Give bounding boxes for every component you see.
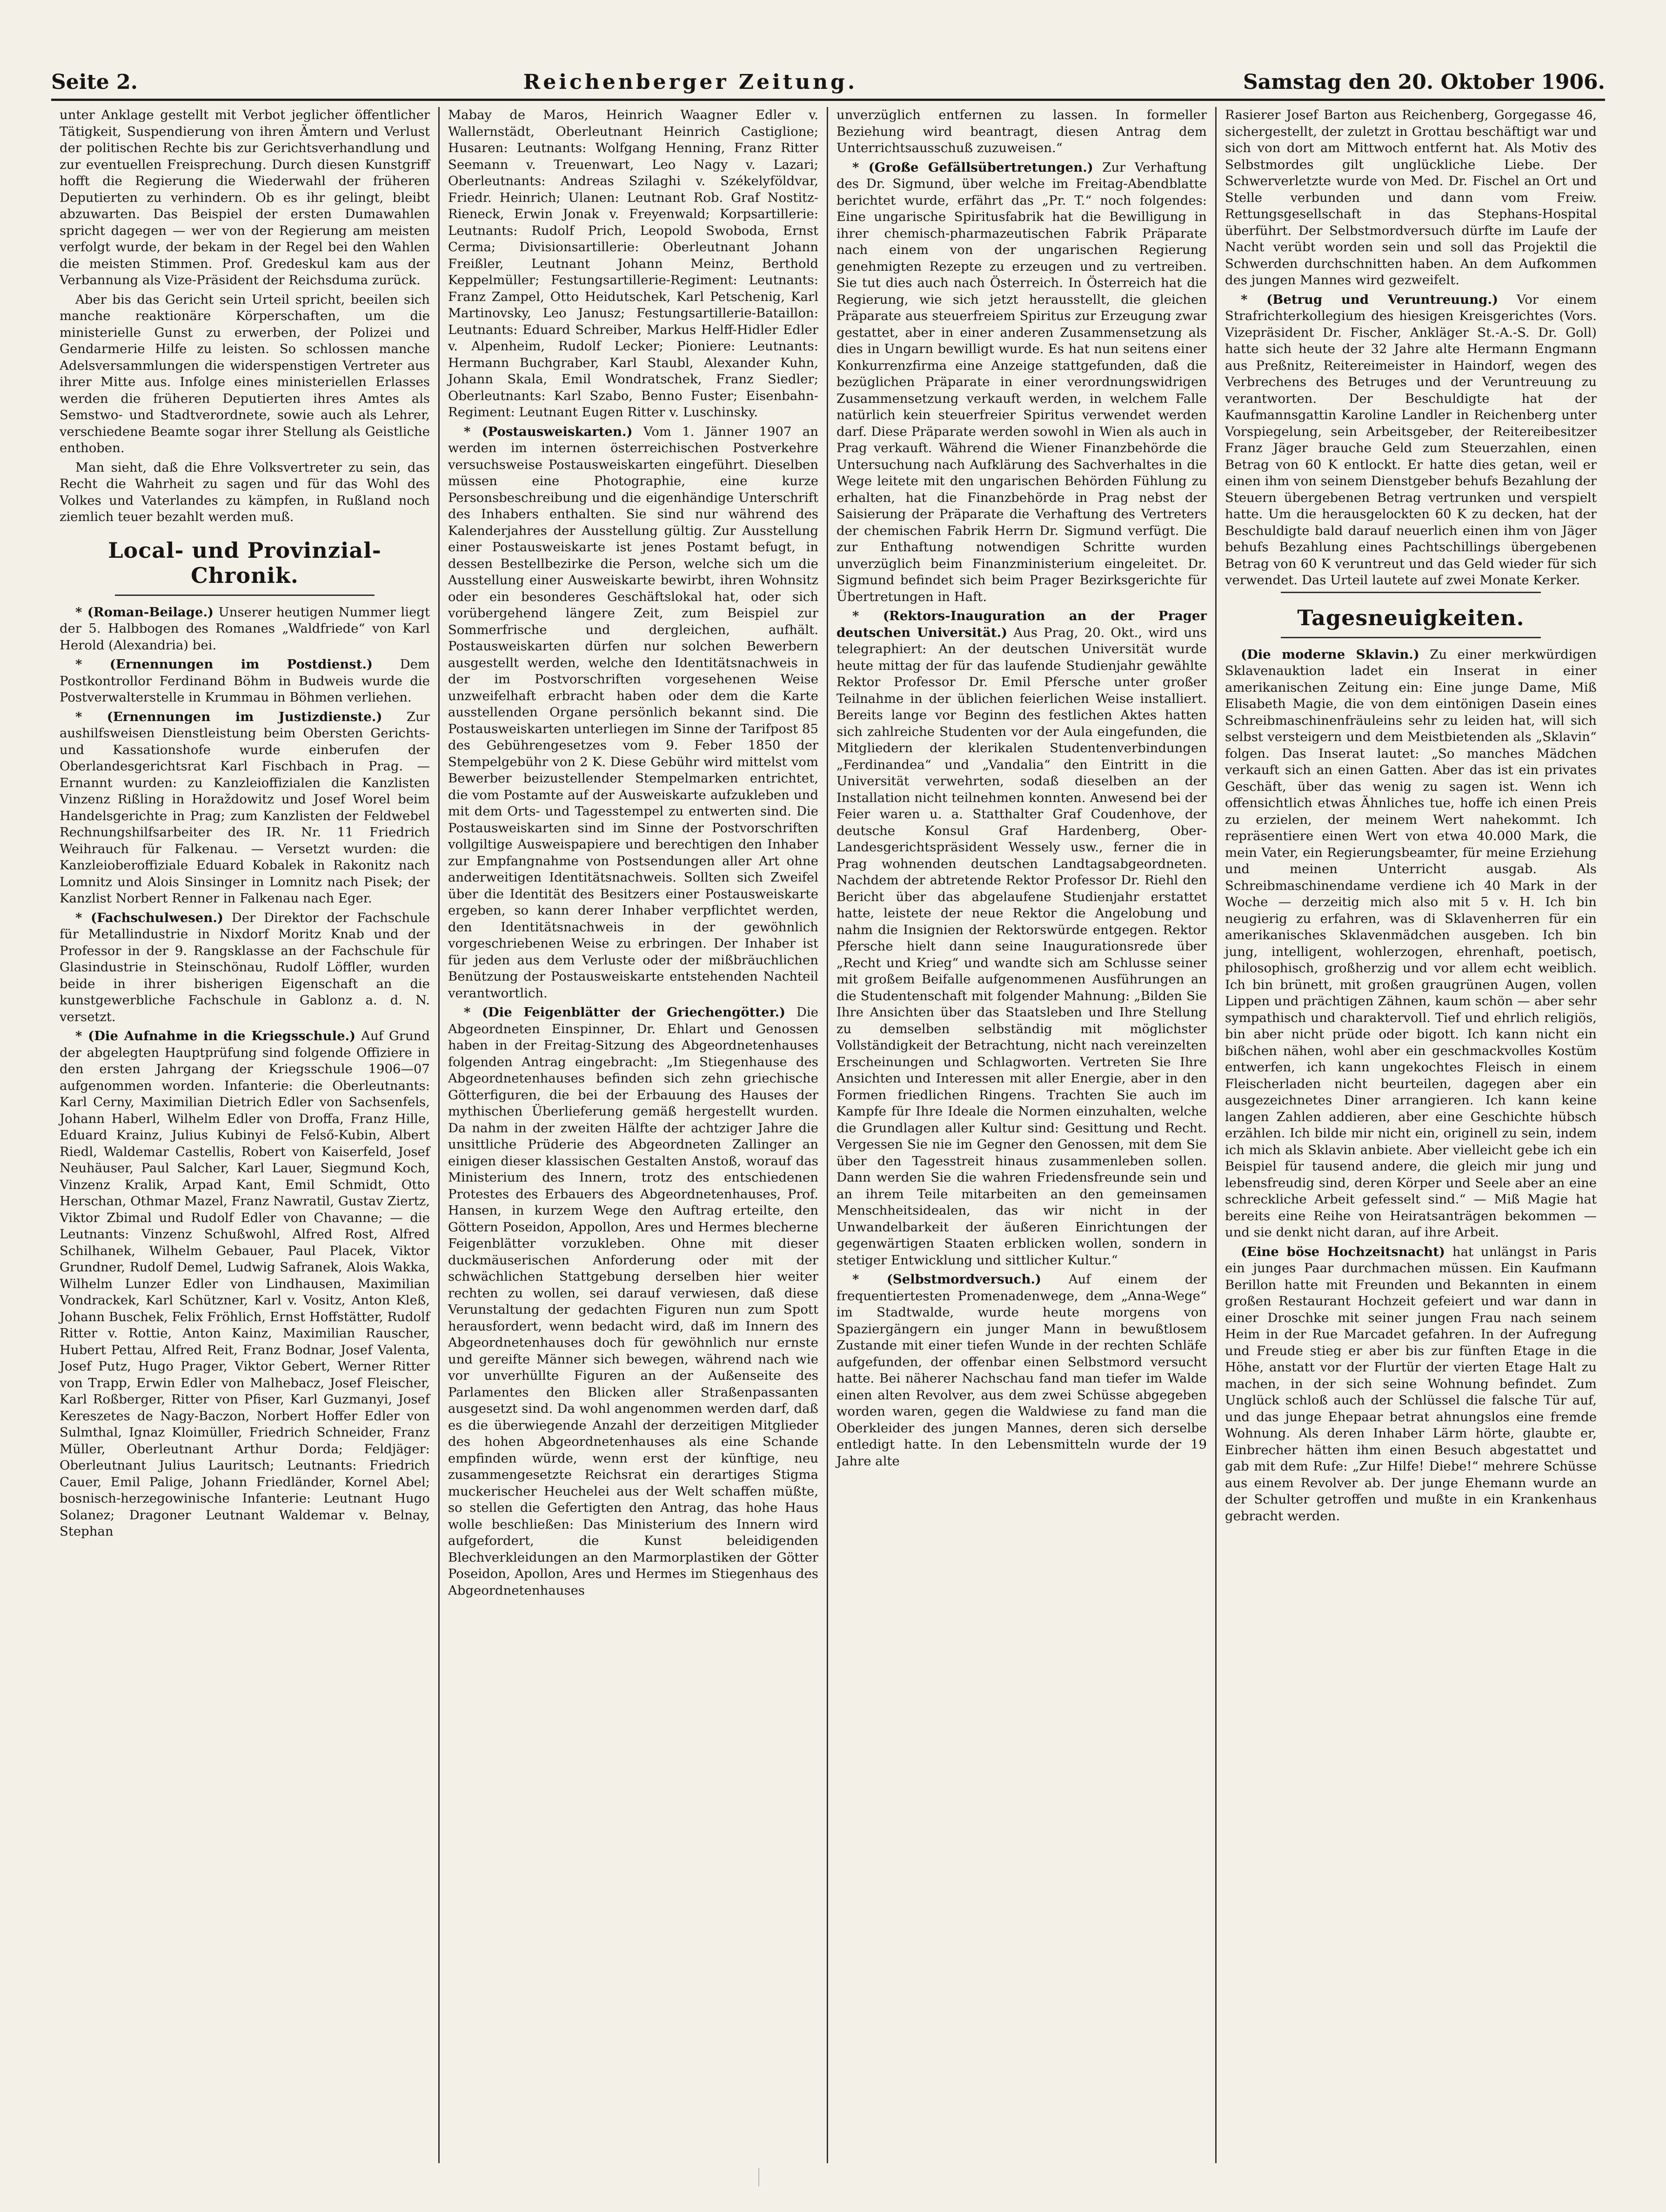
column-4 [1217, 107, 1605, 2163]
article-keyword: (Eine böse Hochzeitsnacht) [1241, 1244, 1445, 1259]
article-text: Dem Postkontrollor Ferdinand Böhm in Budweis wurde die Postverwalterstelle in Krummau in Böhmen verliehen. [60, 657, 430, 705]
article-text: Vom 1. Jänner 1907 an werden im internen österreichischen Postverkehre versuchsweise Postausweiskarten eingeführt. Dieselben müssen eine Photographie, eine kurze Personsbeschreibung und die eigenhändige Unterschrift des Inhabers enthalten. Sie sind nur während des Kalenderjahres der Ausstellung gültig. Zur Ausstellung einer Postausweiskarte ist jenes Postamt befugt, in dessen Bestellbezirke die Person, welche sich um die Ausstellung einer Ausweiskarte bewirbt, ihren Wohnsitz oder ein besonderes Geschäftslokal hat, oder sich vorübergehend längere Zeit, zum Beispiel zur Sommerfrische und dergleichen, aufhält. Postausweiskarten dürfen nur solchen Bewerbern ausgestellt werden, welche den Identitätsnachweis in der im Postvorschriften vorgesehenen Weise unzweifelhaft erbracht haben oder dem die Karte ausstellenden Organe persönlich bekannt sind. Die Postausweiskarten unterliegen im Sinne der Tarifpost 85 des Gebührengesetzes vom 9. Feber 1850 der Stempelgebühr von 2 K. Diese Gebühr wird mittelst vom Bewerber beizustellender Stempelmarken entrichtet, die vom Postamte auf der Ausweiskarte aufzukleben und mit dem Orts- und Tagesstempel zu entwerten sind. Die Postausweiskarten sind im Sinne der Postvorschriften vollgiltige Ausweispapiere und berechtigen den Inhaber zur Empfangnahme von Postsendungen aller Art ohne anderweitigen Identitätsnachweis. Sollten sich Zweifel über die Identität des Besitzers einer Postausweiskarte ergeben, so kann derer Inhaber verpflichtet werden, den Identitätsnachweis in der gewöhnlich vorgeschriebenen Weise zu erbringen. Der Inhaber ist für jeden aus dem Verluste oder der mißbräuchlichen Benützung der Postausweiskarte entstehenden Nachteil verantwortlich. [448, 424, 818, 1001]
article-moderne-sklavin [1225, 647, 1597, 1241]
article-postausweiskarten [448, 424, 818, 1002]
section-heading-tagesneuigkeiten: Tagesneuigkeiten. [1297, 605, 1525, 630]
article-text: Der Direktor der Fachschule für Metallindustrie in Nixdorf Moritz Knab und der Professor in der 9. Rangsklasse an der Fachschule für Glasindustrie in Steinschönau, Rudolf Löffler, wurden beide in ihrer bisherigen Eigenschaft an die kunstgewerbliche Fachschule in Gablonz a. d. N. versetzt. [60, 910, 430, 1024]
article-fachschulwesen [60, 910, 430, 1026]
article-justizdienst [60, 709, 430, 907]
issue-date: Samstag den 20. Oktober 1906. [1243, 70, 1605, 94]
article-paragraph: unverzüglich entfernen zu lassen. In formeller Beziehung wird beantragt, diesen Antrag dem Unterrichtsausschuß zuzuweisen.“ [836, 107, 1207, 155]
section-heading-local-chronicle: Local- und Provinzial-Chronik. [108, 537, 381, 588]
section-rule [1281, 592, 1541, 593]
page-header [51, 61, 1605, 94]
article-paragraph: unter Anklage gestellt mit Verbot jeglicher öffentlicher Tätigkeit, Suspendierung von ihren Ämtern und Verlust der politischen Rechte bis zur Gerichtsverhandlung und zur eventuellen Freisprechung. Durch diesen Kunstgriff hofft die Regierung die Wiederwahl der früheren Deputierten zu verhindern. Ob es ihr gelingt, bleibt abzuwarten. Das Beispiel der ersten Dumawahlen spricht dagegen — wer von der Regierung am meisten verfolgt wurde, der bekam in der Regel bei den Wahlen die meisten Stimmen. Prof. Gredeskul kam aus der Verbannung als Vize-Präsident der Reichsduma zurück. [60, 107, 430, 287]
article-keyword: * (Betrug und Veruntreuung.) [1241, 292, 1499, 307]
article-keyword: * (Rektors-Inauguration an der Prager deutschen Universität.) [836, 608, 1207, 640]
article-paragraph: Rasierer Josef Barton aus Reichenberg, Gorgegasse 46, sichergestellt, der zuletzt in Grottau beschäftigt war und sich von dort am Mittwoch entfernt hat. Als Motiv des Selbstmordes gilt unglückliche Liebe. Der Schwerverletzte wurde von Med. Dr. Fischel an Ort und Stelle verbunden und dann vom Freiw. Rettungsgesellschaft in das Stephans-Hospital überführt. Der Selbstmordversuch dürfte im Laufe der Nacht verübt worden sein und soll das Projektil die Schwerden durchschnitten haben. An dem Aufkommen des jungen Mannes wird gezweifelt. [1225, 107, 1597, 287]
article-paragraph: Mabay de Maros, Heinrich Waagner Edler v. Wallernstädt, Oberleutnant Heinrich Castiglione; Husaren: Leutnants: Wolfgang Henning, Franz Ritter Seemann v. Treuenwart, Leo Nagy v. Lazari; Oberleutnants: Andreas Szilaghi v. Székelyföldvar, Friedr. Heinrich; Ulanen: Leutnant Rob. Graf Nostitz-Rieneck, Erwin Jonak v. Freyenwald; Korpsartillerie: Leutnants: Rudolf Prich, Leopold Swoboda, Ernst Cerma; Divisionsartillerie: Oberleutnant Johann Freißler, Leutnant Johann Meinz, Berthold Keppelmüller; Festungsartillerie-Regiment: Leutnants: Franz Zampel, Otto Heidutschek, Karl Petschenig, Karl Martinovsky, Leo Janusz; Festungsartillerie-Bataillon: Leutnants: Eduard Schreiber, Markus Helff-Hidler Edler v. Alpenheim, Rudolf Lecker; Pioniere: Leutnants: Hermann Buchgraber, Karl Staubl, Alexander Kuhn, Johann Skala, Emil Wondratschek, Franz Siedler; Oberleutnants: Karl Szabo, Benno Fuster; Eisenbahn-Regiment: Leutnant Eugen Ritter v. Luschinsky. [448, 107, 818, 420]
article-hochzeitsnacht [1225, 1244, 1597, 1525]
article-keyword: * (Roman-Beilage.) [75, 604, 214, 620]
article-keyword: * (Die Feigenblätter der Griechengötter.) [464, 1005, 786, 1020]
article-keyword: (Die moderne Sklavin.) [1241, 647, 1419, 662]
article-gefaellsuebertretungen [836, 160, 1207, 606]
column-3 [828, 107, 1217, 2163]
header-rule [51, 99, 1605, 101]
article-text: Zu einer merkwürdigen Sklavenauktion ladet ein Inserat in einer amerikanischen Zeitung ein: Eine junge Dame, Miß Elisabeth Magie, die von dem eintönigen Dasein eines Schreibmaschinenfräuleins sehr zu leiden hat, will sich selbst versteigern und dem Meistbietenden als „Sklavin“ folgen. Das Inserat lautet: „So manches Mädchen verkauft sich an einen Gatten. Aber das ist ein privates Geschäft, über das wenig zu sagen ist. Wenn ich offensichtlich etwas Ähnliches tue, hoffe ich einen Preis zu erzielen, der meinem Wert nahekommt. Ich repräsentiere einen Wert von etwa 40.000 Mark, die mein Vater, ein Regierungsbeamter, für meine Erziehung und meinen Unterricht ausgab. Als Schreibmaschinendame verdiene ich 40 Mark in der Woche — derzeitig mich also mit 5 v. H. Ich bin neugierig zu erfahren, was di Sklavenherren für ein amerikanisches Sklavenmädchen ausgeben. Ich bin jung, intelligent, wohlerzogen, ehrenhaft, poetisch, philosophisch, großherzig und vor allem echt weiblich. Ich bin brünett, mit großen graugrünen Augen, vollen Lippen und prächtigen Zähnen, kaum schön — aber sehr sympathisch und charaktervoll. Tief und ehrlich religiös, bin aber nicht prüde oder bigott. Ich kann nicht ein bißchen nähen, wohl aber ein geschmackvolles Kostüm entwerfen, ich kann ungekochtes Fleisch in einem Fleischerladen nicht beurteilen, dagegen aber ein ausgezeichnetes Diner arrangieren. Ich kann keine langen Zahlen addieren, aber eine Geschichte hübsch erzählen. Ich bilde mir nicht ein, originell zu sein, indem ich mich als Sklavin anbiete. Aber vielleicht gebe ich ein Beispiel für tausend andere, die gleich mir jung und lebensfreudig sind, deren Körper und Seele aber an eine schreckliche Arbeit gefesselt sind.“ — Miß Magie hat bereits eine Reihe von Heiratsanträgen bekommen — und sie denkt nicht daran, auf ihre Arbeit. [1225, 647, 1597, 1240]
article-kriegsschule [60, 1028, 430, 1540]
article-text: Auf Grund der abgelegten Hauptprüfung sind folgende Offiziere in den ersten Jahrgang der Kriegsschule 1906—07 aufgenommen worden. Infanterie: die Oberleutnants: Karl Cerny, Maximilian Dietrich Edler von Sachsenfels, Johann Haberl, Wilhelm Edler von Droffa, Franz Hille, Eduard Krainz, Julius Kubinyi de Felső-Kubin, Albert Riedl, Waldemar Castellis, Robert von Kaiserfeld, Josef Neuhäuser, Paul Salcher, Karl Lauer, Siegmund Koch, Vinzenz Kralik, Arpad Kant, Emil Schmidt, Otto Herschan, Othmar Mazel, Franz Nawratil, Gustav Ziertz, Viktor Zbimal und Rudolf Edler von Chavanne; — die Leutnants: Vinzenz Schußwohl, Alfred Rost, Alfred Schilhanek, Wilhelm Gebauer, Paul Placek, Viktor Grundner, Rudolf Demel, Ludwig Safranek, Alois Wakka, Wilhelm Lunzer Edler von Lindhausen, Maximilian Vondrackek, Karl Schützner, Karl v. Vositz, Anton Kleß, Johann Buschek, Felix Fröhlich, Ernst Hoffstätter, Rudolf Ritter v. Rottie, Anton Kainz, Maximilian Rauscher, Hubert Pettau, Alfred Reit, Franz Bodnar, Josef Valenta, Josef Putz, Hugo Prager, Viktor Gebert, Werner Ritter von Trapp, Erwin Edler von Malhebacz, Josef Fleischer, Karl Roßberger, Ritter von Pfiser, Karl Guzmanyi, Josef Kereszetes de Nagy-Baczon, Norbert Hoffer Edler von Sulmthal, Ignaz Kloimüller, Friedrich Schneider, Franz Müller, Oberleutnant Arthur Dorda; Feldjäger: Oberleutnant Julius Lauritsch; Leutnants: Friedrich Cauer, Emil Palige, Johann Friedländer, Kornel Abel; bosnisch-herzegowinische Infanterie: Leutnant Hugo Solanez; Dragoner Leutnant Waldemar v. Belnay, Stephan [60, 1029, 430, 1539]
article-keyword: * (Ernennungen im Postdienst.) [75, 657, 373, 672]
article-roman-beilage [60, 604, 430, 654]
article-feigenblaetter [448, 1004, 818, 1599]
article-keyword: * (Große Gefällsübertretungen.) [852, 160, 1093, 175]
article-text: Unserer heutigen Nummer liegt der 5. Halbbogen des Romanes „Waldfriede“ von Karl Herold (Alexandria) bei. [60, 604, 430, 653]
article-text: Auf einem der frequentiertesten Promenadenwege, dem „Anna-Wege“ im Stadtwalde, wurde heute morgens von Spaziergängern ein junger Mann in bewußtlosem Zustande mit einer tiefen Wunde in der rechten Schläfe aufgefunden, der offenbar einen Selbstmord versucht hatte. Bei näherer Nachschau fand man tiefer im Walde einen alten Revolver, aus dem zwei Schüsse abgegeben worden waren, gegen die Waldwiese zu fand man die Oberkleider des jungen Mannes, deren sich derselbe entledigt hatte. In den Lebensmitteln wurde der 19 Jahre alte [836, 1272, 1207, 1469]
section-rule [115, 595, 374, 596]
article-rektors-inauguration [836, 608, 1207, 1269]
article-text: hat unlängst in Paris ein junges Paar durchmachen müssen. Ein Kaufmann Berillon hatte mit Freunden und Bekannten in einem großen Restaurant Hochzeit gefeiert und war dann in einer Droschke mit seiner jungen Frau nach seinem Heim in der Rue Marcadet gefahren. In der Aufregung und Freude stieg er aber bis zur fünften Etage in die Höhe, anstatt vor der Flurtür der vierten Etage Halt zu machen, in der sich seine Wohnung befindet. Zum Unglück schloß auch der Schlüssel die falsche Tür auf, und das junge Ehepaar betrat ahnungslos eine fremde Wohnung. Als deren Inhaber Lärm hörte, glaubte er, Einbrecher hätten ihm einen Besuch abgestattet und gab mit dem Rufe: „Zur Hilfe! Diebe!“ mehrere Schüsse aus einem Revolver ab. Der junge Ehemann wurde an der Schulter getroffen und mußte in ein Krankenhaus gebracht werden. [1225, 1244, 1597, 1524]
article-keyword: * (Die Aufnahme in die Kriegsschule.) [75, 1029, 356, 1043]
scan-artifact [758, 2168, 759, 2186]
article-keyword: * (Ernennungen im Justizdienste.) [75, 709, 382, 724]
article-paragraph: Aber bis das Gericht sein Urteil spricht, beeilen sich manche reaktionäre Körperschaften, um die ministerielle Gunst zu erwerben, der Polizei und Gendarmerie Hilfe zu leisten. So schlossen manche Adelsversammlungen die widerspenstigen Vertreter aus ihrer Mitte aus. Infolge eines ministeriellen Erlasses werden die früheren Deputierten ihres Amtes als Semstwo- und Stadtverordnete, sowie auch als Lehrer, verschiedene Beamte sogar ihrer Stellung als Geistliche enthoben. [60, 292, 430, 455]
article-paragraph: Man sieht, daß die Ehre Volksvertreter zu sein, das Recht die Wahrheit zu sagen und für das Wohl des Volkes und Vaterlandes zu kämpfen, in Rußland noch ziemlich teuer bezahlt werden muß. [60, 460, 430, 524]
article-text: Vor einem Strafrichterkollegium des hiesigen Kreisgerichtes (Vors. Vizepräsident Dr. Fischer, Ankläger St.-A.-S. Dr. Goll) hatte sich heute der 32 Jahre alte Hermann Engmann aus Preßnitz, Reitereimeister in Haindorf, wegen des Verbrechens des Betruges und der Veruntreuung zu verantworten. Der Beschuldigte hat der Kaufmannsgattin Karoline Landler in Reichenberg unter Vorspiegelung, sein Arbeitsgeber, der Reitereibesitzer Franz Jäger brauche Geld zum Steuerzahlen, einen Betrag von 60 K entlockt. Er hatte dies getan, weil er einen ihm von seinem Dienstgeber behufs Bezahlung der Steuern übergebenen Betrag vertrunken und verspielt hatte. Um die herausgelockten 60 K zu decken, hat der Beschuldigte bald darauf neuerlich einen ihm von Jäger behufs Bezahlung eines Pachtschillings übergebenen Betrag von 60 K veruntreut und das Geld wieder für sich verwendet. Das Urteil lautete auf zwei Monate Kerker. [1225, 292, 1597, 588]
article-text: Zur aushilfsweisen Dienstleistung beim Obersten Gerichts- und Kassationshofe wurde einberufen der Oberlandesgerichtsrat Karl Fischbach in Prag. — Ernannt wurden: zu Kanzleioffizialen die Kanzlisten Vinzenz Rißling in Horaždowitz und Josef Worel beim Handelsgerichte in Prag; zum Kanzlisten der Feldwebel Rechnungshilfsarbeiter des IR. Nr. 11 Friedrich Weihrauch für Falkenau. — Versetzt wurden: die Kanzleioberoffiziale Eduard Kobalek in Rakonitz nach Lomnitz und Alois Sinsinger in Lomnitz nach Pisek; der Kanzlist Norbert Renner in Falkenau nach Eger. [60, 709, 430, 906]
column-1 [51, 107, 440, 2163]
article-betrug [1225, 292, 1597, 589]
article-keyword: * (Fachschulwesen.) [75, 910, 223, 925]
section-rule [1281, 637, 1541, 638]
article-text: Die Abgeordneten Einspinner, Dr. Ehlart und Genossen haben in der Freitag-Sitzung des Abgeordnetenhauses folgenden Antrag eingebracht: „Im Stiegenhause des Abgeordnetenhauses befinden sich zehn griechische Götterfiguren, die bei der Erbauung des Hauses der mythischen Überlieferung gemäß hergestellt wurden. Da nahm in der zweiten Hälfte der achtziger Jahre die unsittliche Prüderie des Abgeordneten Zallinger an einigen dieser klassischen Gestalten Anstoß, worauf das Ministerium des Innern, trotz des entschiedenen Protestes des Erbauers des Abgeordnetenhauses, Prof. Hansen, in kurzem Wege den Auftrag erteilte, den Göttern Poseidon, Appollon, Ares und Hermes blecherne Feigenblätter vorzukleben. Ohne mit dieser duckmäuserischen Anforderung oder mit der schwächlichen Stattgebung derselben hier weiter rechten zu wollen, sei darauf verwiesen, daß diese Verunstaltung der gedachten Figuren nun zum Spott herausfordert, wenn bedacht wird, daß im Innern des Abgeordnetenhauses doch für gewöhnlich nur ernste und gereifte Männer sich bewegen, während nach wie vor unverhüllte Figuren an der Außenseite des Parlamentes den Blicken aller Straßenpassanten ausgesetzt sind. Da wohl angenommen werden darf, daß es die überwiegende Anzahl der derzeitigen Mitglieder des hohen Abgeordnetenhauses als eine Schande empfinden würde, wenn erst der künftige, neu zusammengesetzte Reichsrat ein derartiges Stigma muckerischer Heuchelei aus der Welt schaffen müßte, so stellen die Gefertigten den Antrag, das hohe Haus wolle beschließen: Das Ministerium des Innern wird aufgefordert, die Kunst beleidigenden Blechverkleidungen an den Marmorplastiken der Götter Poseidon, Apollon, Ares und Hermes im Stiegenhaus des Abgeordnetenhauses [448, 1005, 818, 1598]
newspaper-title: Reichenberger Zeitung. [523, 70, 858, 94]
column-2 [440, 107, 828, 2163]
article-keyword: * (Selbstmordversuch.) [852, 1272, 1042, 1287]
article-selbstmordversuch [836, 1271, 1207, 1470]
article-text: Aus Prag, 20. Okt., wird uns telegraphiert: An der deutschen Universität wurde heute mittag der für das laufende Studienjahr gewählte Rektor Professor Dr. Emil Pfersche unter großer Teilnahme in der üblichen feierlichen Weise installiert. Bereits lange vor Beginn des festlichen Aktes hatten sich zahlreiche Studenten vor der Aula eingefunden, die Mitgliedern der klerikalen Studentenverbindungen „Ferdinandea“ und „Vandalia“ den Eintritt in die Universität verwehrten, sodaß dieselben an der Installation nicht teilnehmen konnten. Anwesend bei der Feier waren u. a. Statthalter Graf Coudenhove, der deutsche Konsul Graf Hardenberg, Ober-Landesgerichtspräsident Wessely usw., ferner die in Prag wohnenden deutschen Landtagsabgeordneten. Nachdem der abtretende Rektor Professor Dr. Riehl den Bericht über das abgelaufene Studienjahr erstattet hatte, leistete der neue Rektor die Angelobung und nahm die Insignien der Rektorswürde entgegen. Rektor Pfersche hielt dann seine Inaugurationsrede über „Recht und Krieg“ und wandte sich am Schlusse seiner mit großem Beifalle aufgenommenen Ausführungen an die Studentenschaft mit folgender Mahnung: „Bilden Sie Ihre Ansichten über das Staatsleben und Ihre Stellung zu demselben selbständig mit möglichster Vollständigkeit der Betrachtung, nicht nach vereinzelten Erscheinungen und Schlagworten. Vertreten Sie Ihre Ansichten und Interessen mit aller Energie, aber in den Formen friedlichen Ringens. Trachten Sie auch im Kampfe für Ihre Ideale die Normen einzuhalten, welche die Grundlagen aller Kultur sind: Gesittung und Recht. Vergessen Sie nie im Gegner den Genossen, mit dem Sie über den Tagesstreit hinaus zusammenleben sollen. Dann werden Sie die wahren Friedensfreunde sein und an ihrem Teile mitarbeiten an den gemeinsamen Menschheitsidealen, das wir nicht in der Unwandelbarkeit der äußeren Einrichtungen der gegenwärtigen Staaten erblicken wollen, sondern in stetiger Entwicklung und sittlicher Kultur.“ [836, 625, 1207, 1268]
page-number: Seite 2. [51, 70, 138, 94]
article-columns [51, 107, 1605, 2163]
article-text: Zur Verhaftung des Dr. Sigmund, über welche im Freitag-Abendblatte berichtet wurde, erfährt das „Pr. T.“ noch folgendes: Eine ungarische Spiritusfabrik hat die Bewilligung in ihrer chemisch-pharmazeutischen Fabrik Präparate nach einem von der ungarischen Regierung genehmigten Rezepte zu erzeugen und zu vertreiben. Sie tut dies auch nach Österreich. In Österreich hat die Regierung, wie sich jetzt herausstellt, die gleichen Präparate aus steuerfreiem Spiritus zur Erzeugung zwar gestattet, aber in einer anderen Zusammensetzung als dies in Ungarn bewilligt wurde. Es hat nun seitens einer Konkurrenzfirma eine Anzeige stattgefunden, daß die bezüglichen Präparate in einer verordnungswidrigen Zusammensetzung verkauft werden, in welchem Falle natürlich kein steuerfreier Spiritus verwendet werden darf. Diese Präparate werden sowohl in Wien als auch in Prag verkauft. Während die Wiener Finanzbehörde die Untersuchung nach Aufklärung des Sachverhaltes in die Wege leitete mit den ungarischen Behörden Fühlung zu erhalten, hat die Finanzbehörde in Prag nebst der Saisierung der Präparate die Verhaftung des Vertreters der chemischen Fabrik Herrn Dr. Sigmund verfügt. Die zur Enthaftung notwendigen Schritte wurden unverzüglich beim Finanzministerium eingeleitet. Dr. Sigmund befindet sich beim Prager Bezirksgerichte für Übertretungen in Haft. [836, 160, 1207, 604]
article-keyword: * (Postausweiskarten.) [464, 424, 633, 439]
article-postdienst [60, 656, 430, 706]
